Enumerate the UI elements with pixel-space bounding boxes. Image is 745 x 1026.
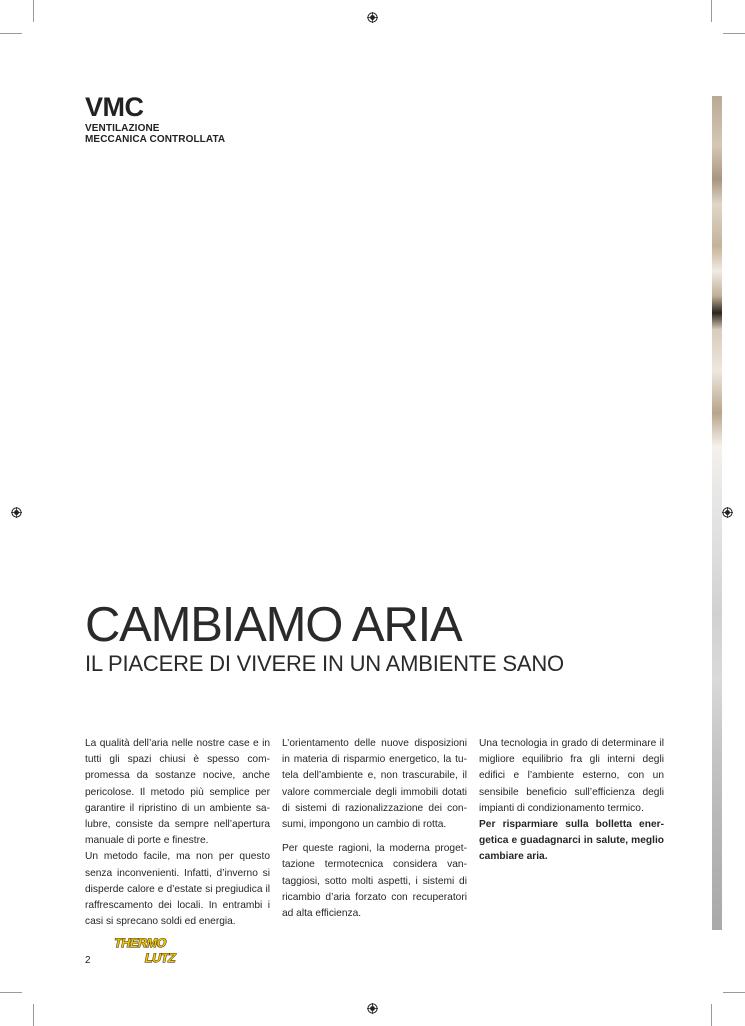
crop-mark (33, 0, 34, 22)
registration-mark-icon (11, 507, 22, 518)
crop-mark (723, 992, 745, 993)
paragraph: L’orientamento delle nuove disposizioni in materia di risparmio energetico, la tutela dell’ambiente e, non trascurabile, il valore commerciale degli immobili dotati di sistemi di razionalizzazione dei consumi, impongono un cambio di rotta. (282, 738, 467, 831)
registration-mark-icon (722, 507, 733, 518)
crop-mark (0, 33, 22, 34)
crop-mark (33, 1004, 34, 1026)
text-column-1 (85, 736, 270, 930)
crop-mark (711, 1004, 712, 1026)
registration-mark-icon (367, 1003, 378, 1014)
crop-mark (0, 992, 22, 993)
paragraph: Per queste ragioni, la moderna progettazione termotecnica considera vantaggiosi, sotto molti aspetti, i sistemi di ricambio d’aria forzato con recuperatori ad alta efficienza. (282, 843, 467, 920)
crop-mark (711, 0, 712, 22)
highlight-paragraph: Per risparmiare sulla bolletta energetica e guadagnarci in salute, meglio cambiare aria. (479, 819, 664, 863)
paragraph: La qualità dell’aria nelle nostre case e in tutti gli spazi chiusi è spesso compromessa da sostanze nocive, anche pericolose. Il metodo più semplice per garantire il ripristino di un ambiente salubre, consiste da sempre nell’apertura manuale di porte e finestre. (85, 738, 270, 847)
section-subtitle: MECCANICA CONTROLLATA (85, 134, 226, 145)
registration-mark-icon (367, 12, 378, 23)
interior-photo-edge (712, 96, 722, 930)
page-number: 2 (85, 955, 91, 966)
text-column-2 (282, 736, 467, 922)
section-title: VMC (85, 92, 144, 122)
page-headline: CAMBIAMO ARIA (85, 598, 462, 652)
section-subtitle: VENTILAZIONE (85, 123, 160, 134)
text-column-3 (479, 736, 664, 866)
thermolutz-logo (110, 935, 192, 965)
logo-line-2: LUTZ (143, 951, 177, 965)
crop-mark (723, 33, 745, 34)
page-subheadline: IL PIACERE DI VIVERE IN UN AMBIENTE SANO (85, 651, 564, 676)
paragraph: Un metodo facile, ma non per questo senza inconvenienti. Infatti, d’inverno si disperde calore e d’estate si pregiudica il raffrescamento dei locali. In entrambi i casi si sprecano soldi ed energia. (85, 851, 270, 928)
paragraph: Una tecnologia in grado di determinare il migliore equilibrio fra gli interni degli edifici e l’ambiente esterno, con un sensibile beneficio sull’efficienza degli impianti di condizionamento termico. (479, 738, 664, 814)
logo-line-1: THERMO (112, 936, 168, 950)
